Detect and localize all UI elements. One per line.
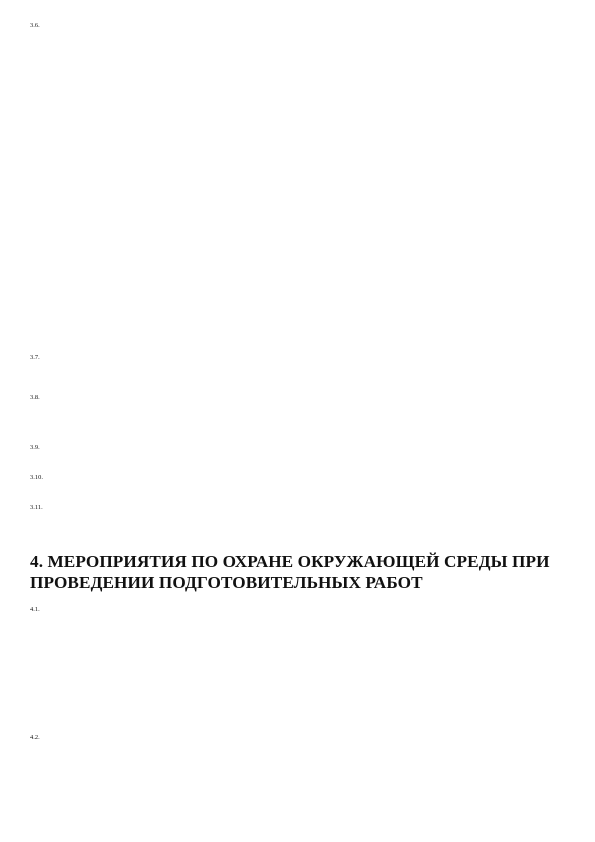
paragraph-number: 3.10. [30, 474, 44, 481]
paragraph-3-8 [30, 394, 574, 403]
paragraph-number: 4.1. [30, 606, 40, 613]
paragraph-number: 3.11. [30, 504, 43, 511]
paragraph-3-7 [30, 354, 574, 363]
section-heading: 4. МЕРОПРИЯТИЯ ПО ОХРАНЕ ОКРУЖАЮЩЕЙ СРЕДЫ ПРИ ПРОВЕДЕНИИ ПОДГОТОВИТЕЛЬНЫХ РАБОТ [30, 552, 550, 592]
document-page [30, 8, 574, 836]
paragraph-3-6 [30, 22, 574, 31]
paragraph-number: 3.9. [30, 444, 40, 451]
paragraph-number: 3.6. [30, 22, 40, 29]
paragraph-3-10 [30, 474, 574, 483]
paragraph-number: 4.2. [30, 734, 40, 741]
paragraph-4-2 [30, 734, 574, 743]
paragraph-3-11 [30, 504, 574, 513]
paragraph-4-1 [30, 606, 574, 615]
paragraph-number: 3.8. [30, 394, 40, 401]
paragraph-number: 3.7. [30, 354, 40, 361]
paragraph-3-9 [30, 444, 574, 453]
